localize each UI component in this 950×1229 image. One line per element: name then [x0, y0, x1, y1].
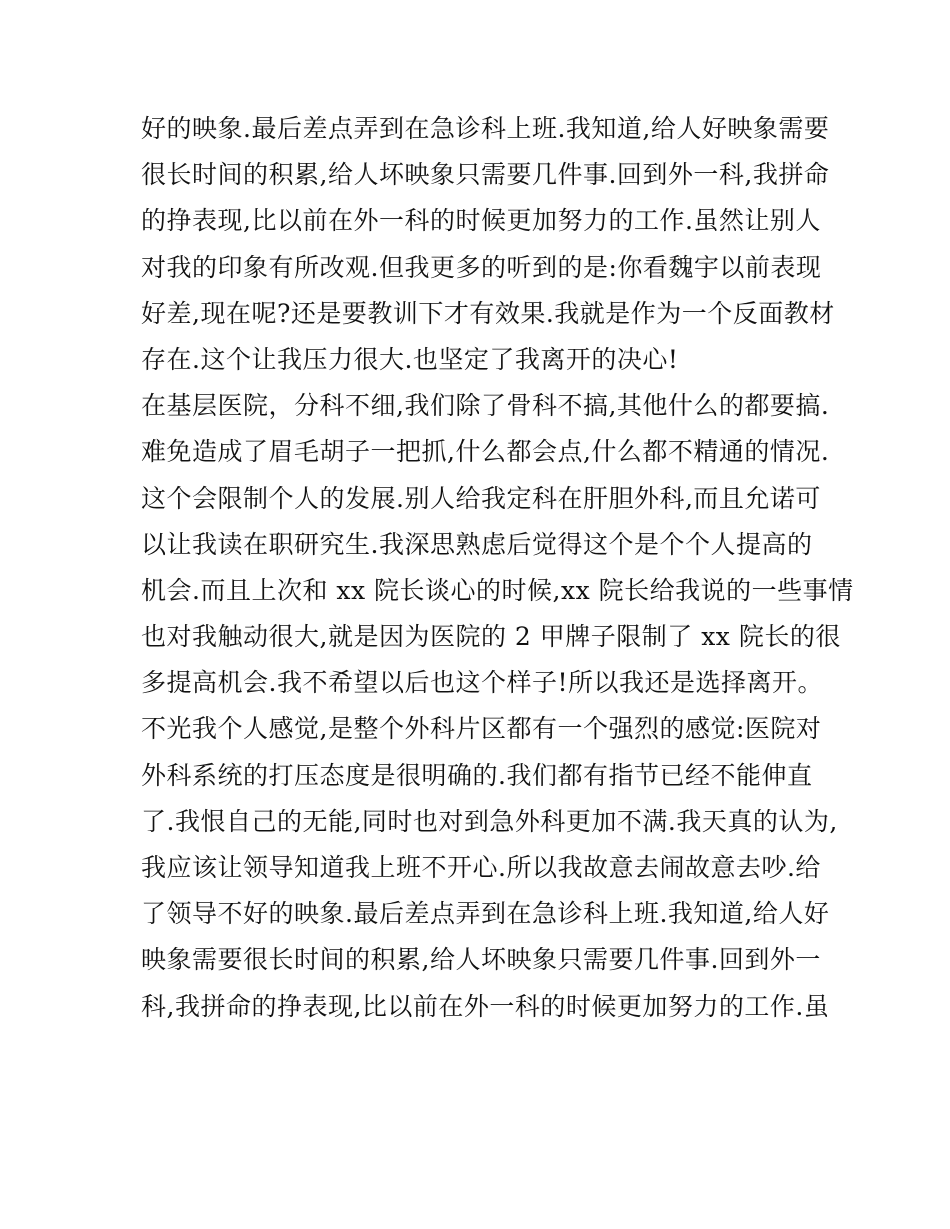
- text-line: 很长时间的积累,给人坏映象只需要几件事.回到外一科,我拼命: [141, 160, 830, 190]
- text-line: 多提高机会.我不希望以后也这个样子!所以我还是选择离开。: [141, 668, 823, 698]
- text-line: 存在.这个让我压力很大.也坚定了我离开的决心!: [141, 344, 679, 374]
- text-line: 在基层医院，分科不细,我们除了骨科不搞,其他什么的都要搞.: [141, 391, 830, 421]
- text-line: 的挣表现,比以前在外一科的时候更加努力的工作.虽然让别人: [141, 206, 821, 236]
- text-line: 难免造成了眉毛胡子一把抓,什么都会点,什么都不精通的情况.: [141, 437, 830, 467]
- text-line: 好的映象.最后差点弄到在急诊科上班.我知道,给人好映象需要: [141, 114, 830, 143]
- text-line: 以让我读在职研究生.我深思熟虑后觉得这个是个个人提高的: [141, 529, 813, 559]
- text-line: 不光我个人感觉,是整个外科片区都有一个强烈的感觉:医院对: [141, 714, 822, 744]
- text-line: 对我的印象有所改观.但我更多的听到的是:你看魏宇以前表现: [141, 252, 822, 282]
- text-line: 好差,现在呢?还是要教训下才有效果.我就是作为一个反面教材: [141, 298, 835, 328]
- text-line: 机会.而且上次和 xx 院长谈心的时候,xx 院长给我说的一些事情: [141, 575, 854, 605]
- text-line: 映象需要很长时间的积累,给人坏映象只需要几件事.回到外一: [141, 945, 821, 975]
- text-line: 外科系统的打压态度是很明确的.我们都有指节已经不能伸直: [141, 760, 813, 790]
- text-line: 科,我拼命的挣表现,比以前在外一科的时候更加努力的工作.虽: [141, 991, 830, 1021]
- text-line: 我应该让领导知道我上班不开心.所以我故意去闹故意去吵.给: [141, 853, 821, 882]
- text-line: 了领导不好的映象.最后差点弄到在急诊科上班.我知道,给人好: [141, 899, 830, 929]
- text-line: 这个会限制个人的发展.别人给我定科在肝胆外科,而且允诺可: [141, 483, 821, 513]
- body-text: [141, 106, 854, 1030]
- text-line: 了.我恨自己的无能,同时也对到急外科更加不满.我天真的认为,: [141, 806, 838, 836]
- text-line: 也对我触动很大,就是因为医院的 2 甲牌子限制了 xx 院长的很: [141, 622, 841, 652]
